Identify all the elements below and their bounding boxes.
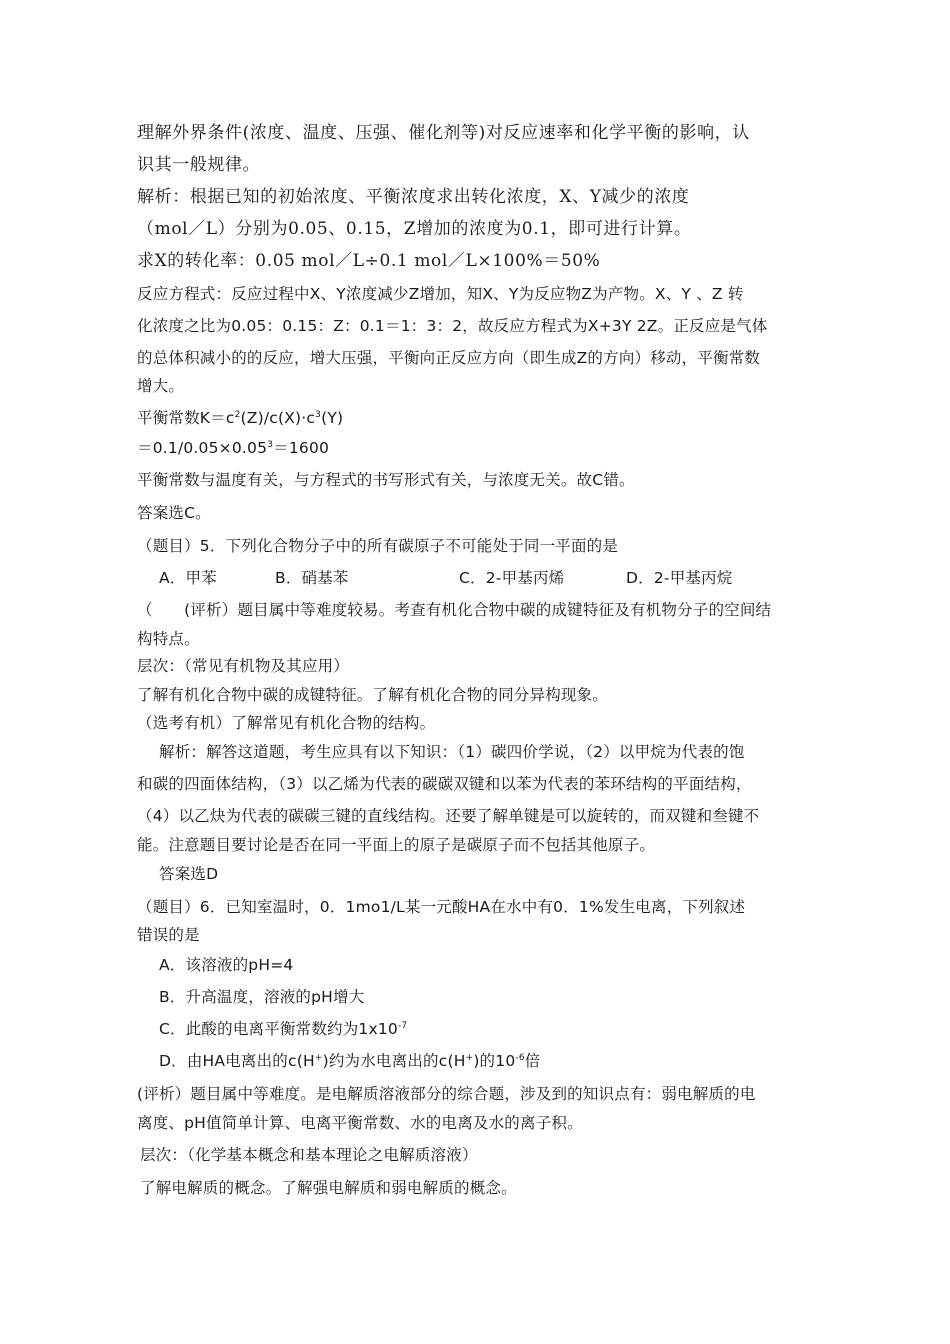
text-line: 层次：（常见有机物及其应用） xyxy=(137,657,350,675)
option-a: A．甲苯 xyxy=(159,569,217,587)
text-line: 了解电解质的概念。了解强电解质和弱电解质的概念。 xyxy=(140,1179,517,1197)
text-line: 构特点。 xyxy=(137,630,200,648)
text-line: （mol／L）分别为0.05、0.15，Z增加的浓度为0.1，即可进行计算。 xyxy=(137,219,692,239)
text-line: 层次：（化学基本概念和基本理论之电解质溶液） xyxy=(140,1146,478,1164)
option-text: D．由HA电离出的c(H xyxy=(159,1052,315,1070)
superscript: -6 xyxy=(515,1052,525,1063)
option-text: 倍 xyxy=(524,1052,541,1070)
question-title: （题目）6．已知室温时，0．1mo1/L某一元酸HA在水中有0．1%发生电离，下列叙述 xyxy=(137,898,746,916)
superscript: -7 xyxy=(397,1020,408,1031)
text-line: 理解外界条件(浓度、温度、压强、催化剂等)对反应速率和化学平衡的影响，认 xyxy=(137,123,750,143)
option-text: C．此酸的电离平衡常数约为1x10 xyxy=(159,1020,398,1038)
text-line: 的总体积减小的的反应，增大压强，平衡向正反应方向（即生成Z的方向）移动，平衡常数 xyxy=(137,349,761,367)
formula-text: (Z)/c(X)·c xyxy=(240,409,316,427)
text-line: 错误的是 xyxy=(137,926,200,944)
text-line: 了解有机化合物中碳的成键特征。了解有机化合物的同分异构现象。 xyxy=(137,686,609,704)
superscript: 3 xyxy=(267,439,274,450)
option-text: )的10 xyxy=(473,1052,516,1070)
text-line: （4）以乙炔为代表的碳碳三键的直线结构。还要了解单键是可以旋转的，而双键和叁键不 xyxy=(137,807,760,825)
option-a: A．该溶液的pH=4 xyxy=(159,956,294,974)
text-line: （选考有机）了解常见有机化合物的结构。 xyxy=(137,714,436,732)
formula-text: (Y) xyxy=(321,409,344,427)
question-title: （题目）5．下列化合物分子中的所有碳原子不可能处于同一平面的是 xyxy=(137,537,619,555)
text-line: 能。注意题目要讨论是否在同一平面上的原子是碳原子而不包括其他原子。 xyxy=(137,836,656,854)
option-c: C．2-甲基丙烯 xyxy=(459,569,565,587)
text-line: （ (评析）题目属中等难度较易。考查有机化合物中碳的成键特征及有机物分子的空间结 xyxy=(137,601,772,619)
formula-text: ＝0.1/0.05×0.05 xyxy=(137,439,268,457)
text-line: 化浓度之比为0.05：0.15：Z：0.1＝1：3：2，故反应方程式为X+3Y 2Z。正反应是气体 xyxy=(137,317,768,335)
text-line: 识其一般规律。 xyxy=(137,155,261,175)
superscript: + xyxy=(314,1052,323,1063)
superscript: 2 xyxy=(234,409,241,420)
option-c xyxy=(159,1019,407,1039)
text-line: 解析：根据已知的初始浓度、平衡浓度求出转化浓度，X、Y减少的浓度 xyxy=(137,187,690,207)
superscript: + xyxy=(465,1052,474,1063)
option-text: )约为水电离出的c(H xyxy=(322,1052,466,1070)
superscript: 3 xyxy=(315,409,322,420)
formula-line xyxy=(137,408,343,428)
option-d xyxy=(159,1051,540,1071)
text-line: (评析）题目属中等难度。是电解质溶液部分的综合题，涉及到的知识点有：弱电解质的电 xyxy=(137,1085,756,1103)
formula-text: 平衡常数K＝c xyxy=(137,409,235,427)
option-d: D．2-甲基丙烷 xyxy=(626,569,733,587)
option-b: B．升高温度，溶液的pH增大 xyxy=(159,988,365,1006)
text-line: 求X的转化率：0.05 mol／L÷0.1 mol／L×100%＝50% xyxy=(137,251,601,271)
text-line: 解析：解答这道题，考生应具有以下知识：（1）碳四价学说，（2）以甲烷为代表的饱 xyxy=(159,743,745,761)
text-line: 和碳的四面体结构，（3）以乙烯为代表的碳碳双键和以苯为代表的苯环结构的平面结构， xyxy=(137,775,752,793)
text-line: 增大。 xyxy=(137,377,185,395)
formula-line xyxy=(137,438,329,458)
answer-line: 答案选C。 xyxy=(137,504,211,522)
text-line: 平衡常数与温度有关，与方程式的书写形式有关，与浓度无关。故C错。 xyxy=(137,471,635,489)
text-line: 反应方程式：反应过程中X、Y浓度减少Z增加，知X、Y为反应物Z为产物。X、Y 、Z 转 xyxy=(137,285,744,303)
formula-text: ＝1600 xyxy=(273,439,330,457)
answer-line: 答案选D xyxy=(159,865,219,883)
text-line: 离度、pH值简单计算、电离平衡常数、水的电离及水的离子积。 xyxy=(137,1114,583,1132)
option-b: B．硝基苯 xyxy=(275,569,349,587)
